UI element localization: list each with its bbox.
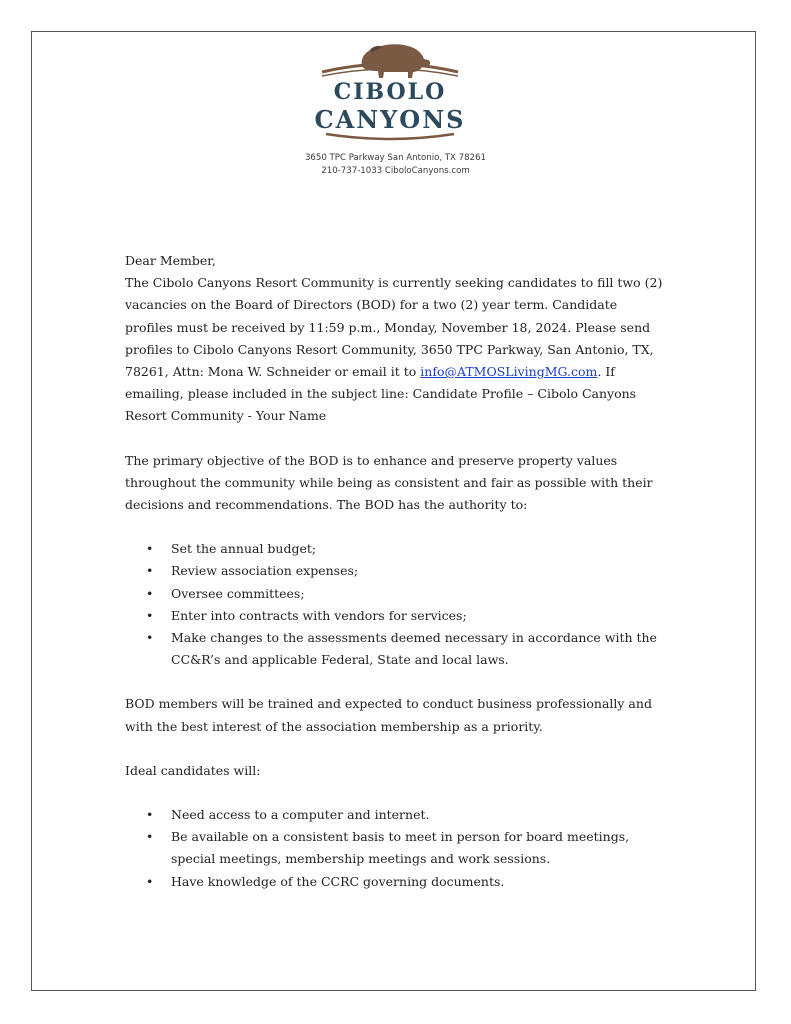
- letter-body: [125, 250, 665, 893]
- list-item: [125, 826, 665, 870]
- address-block: [0, 152, 791, 178]
- email-link[interactable]: info@ATMOSLivingMG.com: [420, 364, 598, 380]
- bullet-icon: •: [146, 630, 154, 646]
- bullet-icon: •: [146, 541, 154, 557]
- bullet-icon: •: [146, 807, 154, 823]
- list-item: [125, 583, 665, 605]
- list-item: [125, 804, 665, 826]
- address-line: 3650 TPC Parkway San Antonio, TX 78261: [304, 153, 487, 163]
- list-item-text: Enter into contracts with vendors for services;: [171, 607, 467, 623]
- logo-arc-bottom: [326, 134, 454, 139]
- logo-line2: CANYONS: [314, 105, 466, 134]
- bullet-icon: •: [146, 563, 154, 579]
- paragraph-ideal-intro: Ideal candidates will:: [125, 762, 261, 778]
- list-item: [125, 871, 665, 893]
- paragraph-vacancies-tail: . If emailing, please included in the subject line: Candidate Profile – Cibolo Canyons Resort Community - Your Name: [125, 364, 637, 424]
- logo-line1: CIBOLO: [333, 79, 447, 105]
- bison-icon: [362, 44, 431, 78]
- list-item-text: Be available on a consistent basis to meet in person for board meetings, special meetings, membership meetings and work sessions.: [171, 829, 630, 867]
- authority-list: [125, 538, 665, 671]
- list-item-text: Make changes to the assessments deemed necessary in accordance with the CC&R’s and applicable Federal, State and local laws.: [171, 630, 657, 668]
- cibolo-canyons-logo: [300, 36, 480, 146]
- paragraph-objective: The primary objective of the BOD is to enhance and preserve property values throughout the community while being as consistent and fair as possible with their decisions and recommendations. The BOD has the authority to:: [125, 452, 653, 513]
- contact-line: 210-737-1033 CiboloCanyons.com: [321, 166, 470, 176]
- paragraph-vacancies: [125, 272, 665, 427]
- list-item-text: Review association expenses;: [171, 563, 359, 579]
- list-item-text: Need access to a computer and internet.: [171, 807, 430, 823]
- paragraph-training: BOD members will be trained and expected to conduct business professionally and with the best interest of the association membership as a priority.: [125, 696, 652, 734]
- salutation: Dear Member,: [125, 253, 216, 268]
- ideal-candidates-list: [125, 804, 665, 893]
- list-item-text: Set the annual budget;: [171, 541, 317, 557]
- list-item: [125, 627, 665, 671]
- bullet-icon: •: [146, 585, 154, 601]
- list-item: [125, 605, 665, 627]
- bullet-icon: •: [146, 607, 154, 623]
- list-item-text: Oversee committees;: [171, 585, 305, 601]
- paragraph-vacancies-text: The Cibolo Canyons Resort Community is currently seeking candidates to fill two (2) vacancies on the Board of Directors (BOD) for a two (2) year term. Candidate profiles must be received by 11:59 p.m., Monday, November 18, 2024. Please send profiles to Cibolo Canyons Resort Community, 3650 TPC Parkway, San Antonio, TX, 78261, Attn: Mona W. Schneider or email it to: [125, 275, 663, 380]
- bullet-icon: •: [146, 829, 154, 845]
- bullet-icon: •: [146, 873, 154, 889]
- list-item-text: Have knowledge of the CCRC governing documents.: [171, 873, 505, 889]
- list-item: [125, 560, 665, 582]
- list-item: [125, 538, 665, 560]
